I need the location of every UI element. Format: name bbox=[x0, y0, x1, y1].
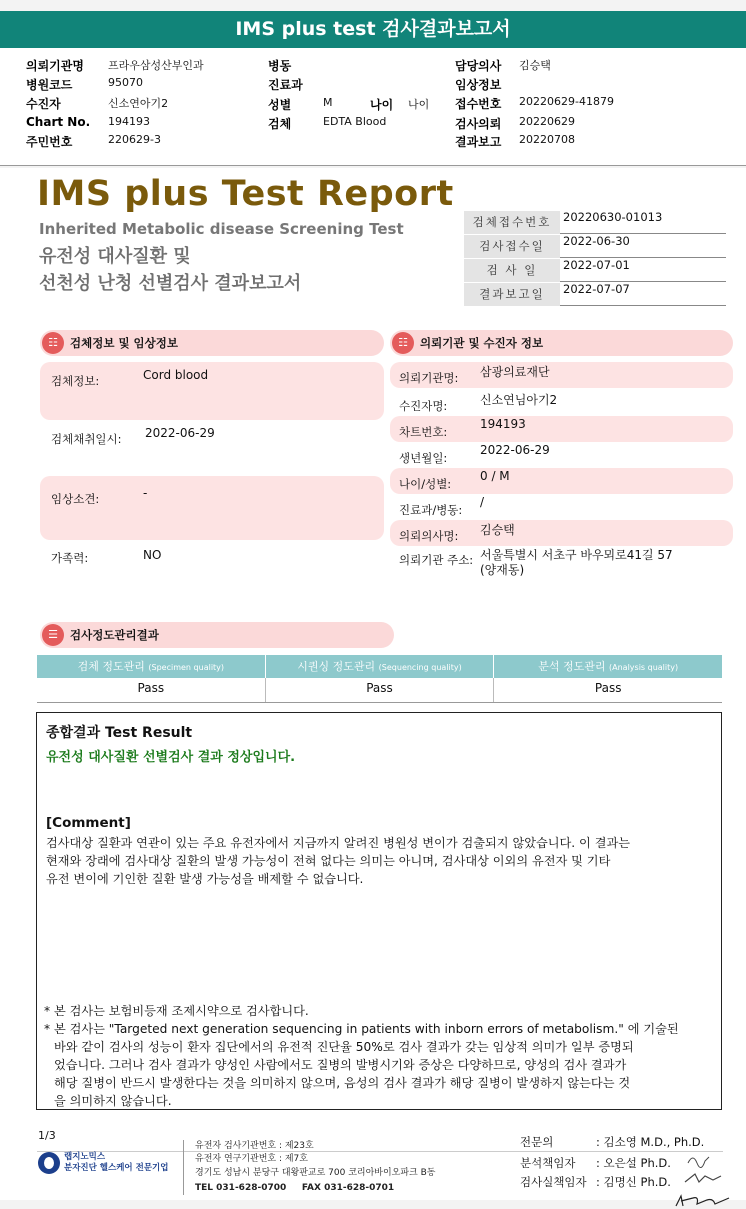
signature-2 bbox=[683, 1170, 723, 1186]
note-line: 해당 질병이 반드시 발생한다는 것을 의미하지 않으며, 음성의 검사 결과가 해당 질병이 발생하지 않는다는 것 bbox=[54, 1076, 631, 1090]
org-line: 유전자 연구기관번호 : 제7호 bbox=[195, 1153, 308, 1164]
page-number: 1/3 bbox=[38, 1129, 56, 1142]
quality-header-cell bbox=[37, 655, 266, 678]
address-line-2: (양재동) bbox=[480, 563, 525, 577]
date-row bbox=[464, 258, 726, 282]
patient-field-label: 진료과/병동: bbox=[399, 503, 463, 517]
signature-3 bbox=[673, 1192, 733, 1209]
specimen-info-value: Cord blood bbox=[143, 368, 209, 382]
note-line: 을 의미하지 않습니다. bbox=[54, 1094, 172, 1108]
comment-line: 검사대상 질환과 연관이 있는 주요 유전자에서 지금까지 알려진 병원성 변이가 검출되지 않았습니다. 이 결과는 bbox=[46, 836, 631, 850]
clinical-finding-value: - bbox=[143, 486, 148, 500]
address-line-1: 서울특별시 서초구 바우뫼로41길 57 bbox=[480, 548, 673, 562]
note-insurance: * 본 검사는 보험비등재 조제시약으로 검사합니다. bbox=[44, 1004, 309, 1018]
date-label: 검 사 일 bbox=[464, 259, 560, 282]
tel-number: TEL 031-628-0700 bbox=[195, 1183, 287, 1193]
info-label: 진료과 bbox=[268, 78, 303, 92]
patient-field-value: 삼광의료재단 bbox=[480, 365, 550, 379]
info-value: 신소연아기2 bbox=[108, 97, 169, 110]
quality-table bbox=[37, 655, 722, 703]
quality-header-cell bbox=[494, 655, 722, 678]
date-row bbox=[464, 282, 726, 306]
info-value: 20220629-41879 bbox=[519, 95, 614, 108]
result-box bbox=[36, 712, 722, 1110]
comment-text bbox=[46, 834, 718, 888]
date-row bbox=[464, 234, 726, 258]
patient-field-label: 의뢰기관명: bbox=[399, 371, 459, 385]
report-page bbox=[0, 168, 746, 1200]
org-info bbox=[195, 1140, 435, 1180]
report-korean-title-1: 유전성 대사질환 및 bbox=[39, 246, 191, 267]
contact-line bbox=[195, 1182, 394, 1195]
quality-header-name: 검체 정도관리 bbox=[77, 660, 145, 673]
quality-header-cell bbox=[266, 655, 495, 678]
org-line: 유전자 검사기관번호 : 제23호 bbox=[195, 1141, 314, 1151]
info-label: 담당의사 bbox=[455, 59, 502, 73]
age-label: 나이 bbox=[370, 98, 394, 112]
date-row bbox=[464, 210, 726, 234]
patient-field-value: 0 / M bbox=[480, 469, 510, 483]
patient-field-value: / bbox=[480, 495, 485, 509]
info-label: 임상정보 bbox=[455, 78, 502, 92]
fax-number: FAX 031-628-0701 bbox=[301, 1183, 395, 1193]
age-value: 나이 bbox=[408, 98, 430, 111]
comment-heading: [Comment] bbox=[46, 815, 131, 831]
clinical-finding-box bbox=[40, 476, 384, 540]
signer-role: 전문의 bbox=[520, 1135, 554, 1149]
signer-role: 검사실책임자 bbox=[520, 1175, 587, 1189]
quality-header-name: 분석 정도관리 bbox=[538, 660, 606, 673]
logo-line-1: 랩지노믹스 bbox=[64, 1152, 106, 1162]
patient-field-value: 194193 bbox=[480, 417, 526, 431]
patient-field-label: 생년월일: bbox=[399, 451, 448, 465]
info-label: 수진자 bbox=[26, 97, 61, 111]
patient-section-header bbox=[390, 330, 733, 356]
note-line: 었습니다. 그러나 검사 결과가 양성인 사람에서도 질병의 발병시기와 증상은 다양하므로, 양성의 검사 결과가 bbox=[54, 1058, 627, 1072]
note-performance bbox=[44, 1020, 720, 1110]
info-value: 220629-3 bbox=[108, 133, 161, 146]
quality-section-title: 검사정도관리결과 bbox=[70, 628, 159, 642]
patient-field-label: 의뢰의사명: bbox=[399, 529, 459, 543]
info-value: 95070 bbox=[108, 76, 143, 89]
report-dates-table bbox=[464, 210, 726, 306]
date-value: 2022-07-01 bbox=[563, 258, 630, 272]
specimen-section-header bbox=[40, 330, 384, 356]
info-label: 결과보고 bbox=[455, 135, 502, 149]
patient-field-label: 차트번호: bbox=[399, 425, 448, 439]
report-korean-title-2: 선천성 난청 선별검사 결과보고서 bbox=[39, 273, 302, 294]
info-value: 20220629 bbox=[519, 115, 575, 128]
patient-field-label: 수진자명: bbox=[399, 399, 448, 413]
specimen-icon: ☷ bbox=[42, 332, 64, 354]
specimen-section-title: 검체정보 및 임상정보 bbox=[70, 336, 178, 350]
quality-header-en: (Analysis quality) bbox=[609, 663, 679, 672]
info-label: 성별 bbox=[268, 98, 292, 112]
date-label: 검체접수번호 bbox=[464, 211, 560, 234]
quality-header-en: (Specimen quality) bbox=[148, 663, 225, 672]
comment-line: 현재와 장래에 검사대상 질환의 발생 가능성이 전혀 없다는 의미는 아니며, 검사대상 이외의 유전자 및 기타 bbox=[46, 854, 611, 868]
report-title: IMS plus Test Report bbox=[37, 174, 454, 214]
labgenomics-logo-text bbox=[64, 1152, 168, 1174]
info-label: 주민번호 bbox=[26, 135, 73, 149]
signer-role: 분석책임자 bbox=[520, 1156, 576, 1170]
info-label: 의뢰기관명 bbox=[26, 59, 84, 73]
quality-header-en: (Sequencing quality) bbox=[378, 663, 462, 672]
specimen-info-box bbox=[40, 362, 384, 420]
footer-vertical-divider bbox=[183, 1140, 184, 1195]
patient-field-value: 2022-06-29 bbox=[480, 443, 550, 457]
info-value: 김승택 bbox=[519, 59, 551, 72]
info-value: 프라우삼성산부인과 bbox=[108, 59, 204, 72]
date-label: 검사접수일 bbox=[464, 235, 560, 258]
date-value: 2022-07-07 bbox=[563, 282, 630, 296]
signer-name: : 김명신 Ph.D. bbox=[596, 1175, 671, 1189]
org-line: 경기도 성남시 분당구 대왕판교로 700 코리아바이오파크 B동 bbox=[195, 1168, 436, 1178]
note-line: 바와 같이 검사의 성능이 환자 집단에서의 유전적 진단율 50%로 검사 결과가 갖는 임상적 의미가 일부 증명되 bbox=[54, 1040, 634, 1054]
patient-field-label: 나이/성별: bbox=[399, 477, 452, 491]
signature-1 bbox=[683, 1151, 713, 1171]
signer-name: : 김소영 M.D., Ph.D. bbox=[596, 1135, 705, 1149]
collection-date-value: 2022-06-29 bbox=[145, 426, 215, 440]
report-header-title: IMS plus test 검사결과보고서 bbox=[0, 11, 746, 48]
quality-table-row bbox=[37, 678, 722, 703]
patient-field-value: 김승택 bbox=[480, 523, 515, 537]
report-subtitle: Inherited Metabolic disease Screening Test bbox=[39, 220, 404, 238]
info-value: M bbox=[323, 96, 333, 109]
signer-name: : 오은설 Ph.D. bbox=[596, 1156, 671, 1170]
quality-value-cell: Pass bbox=[266, 678, 495, 702]
order-info-panel bbox=[0, 48, 746, 166]
info-label: 병원코드 bbox=[26, 78, 73, 92]
quality-value-cell: Pass bbox=[594, 681, 622, 695]
family-history-value: NO bbox=[143, 548, 162, 562]
labgenomics-logo-icon bbox=[38, 1152, 60, 1174]
info-label: Chart No. bbox=[26, 115, 91, 129]
info-value: EDTA Blood bbox=[323, 115, 387, 128]
hospital-icon: ☷ bbox=[392, 332, 414, 354]
result-summary: 유전성 대사질환 선별검사 결과 정상입니다. bbox=[46, 750, 296, 765]
address-label: 의뢰기관 주소: bbox=[399, 553, 474, 567]
info-label: 검체 bbox=[268, 117, 292, 131]
date-value: 2022-06-30 bbox=[563, 234, 630, 248]
info-value: 194193 bbox=[108, 115, 150, 128]
info-label: 접수번호 bbox=[455, 97, 502, 111]
collection-date-label: 검체채취일시: bbox=[51, 432, 122, 446]
quality-value-cell: Pass bbox=[37, 678, 266, 702]
clinical-finding-label: 임상소견: bbox=[51, 492, 100, 506]
patient-field-value: 신소연님아기2 bbox=[480, 393, 558, 407]
info-label: 병동 bbox=[268, 59, 292, 73]
family-history-label: 가족력: bbox=[51, 551, 89, 565]
quality-header-name: 시퀀싱 정도관리 bbox=[297, 660, 376, 673]
quality-section-header bbox=[40, 622, 394, 648]
specimen-info-label: 검체정보: bbox=[51, 374, 100, 388]
comment-line: 유전 변이에 기인한 질환 발생 가능성을 배제할 수 없습니다. bbox=[46, 872, 364, 886]
patient-section-title: 의뢰기관 및 수진자 정보 bbox=[420, 336, 544, 350]
info-value: 20220708 bbox=[519, 133, 575, 146]
logo-line-2: 분자진단 헬스케어 전문기업 bbox=[64, 1163, 169, 1173]
result-heading: 종합결과 Test Result bbox=[46, 725, 193, 741]
date-value: 20220630-01013 bbox=[563, 210, 663, 224]
date-label: 결과보고일 bbox=[464, 283, 560, 306]
clipboard-icon: ☰ bbox=[42, 624, 64, 646]
quality-table-header bbox=[37, 655, 722, 678]
note-line: * 본 검사는 "Targeted next generation sequencing in patients with inborn errors of metabolism." 에 기술된 bbox=[44, 1022, 679, 1036]
info-label: 검사의뢰 bbox=[455, 117, 502, 131]
